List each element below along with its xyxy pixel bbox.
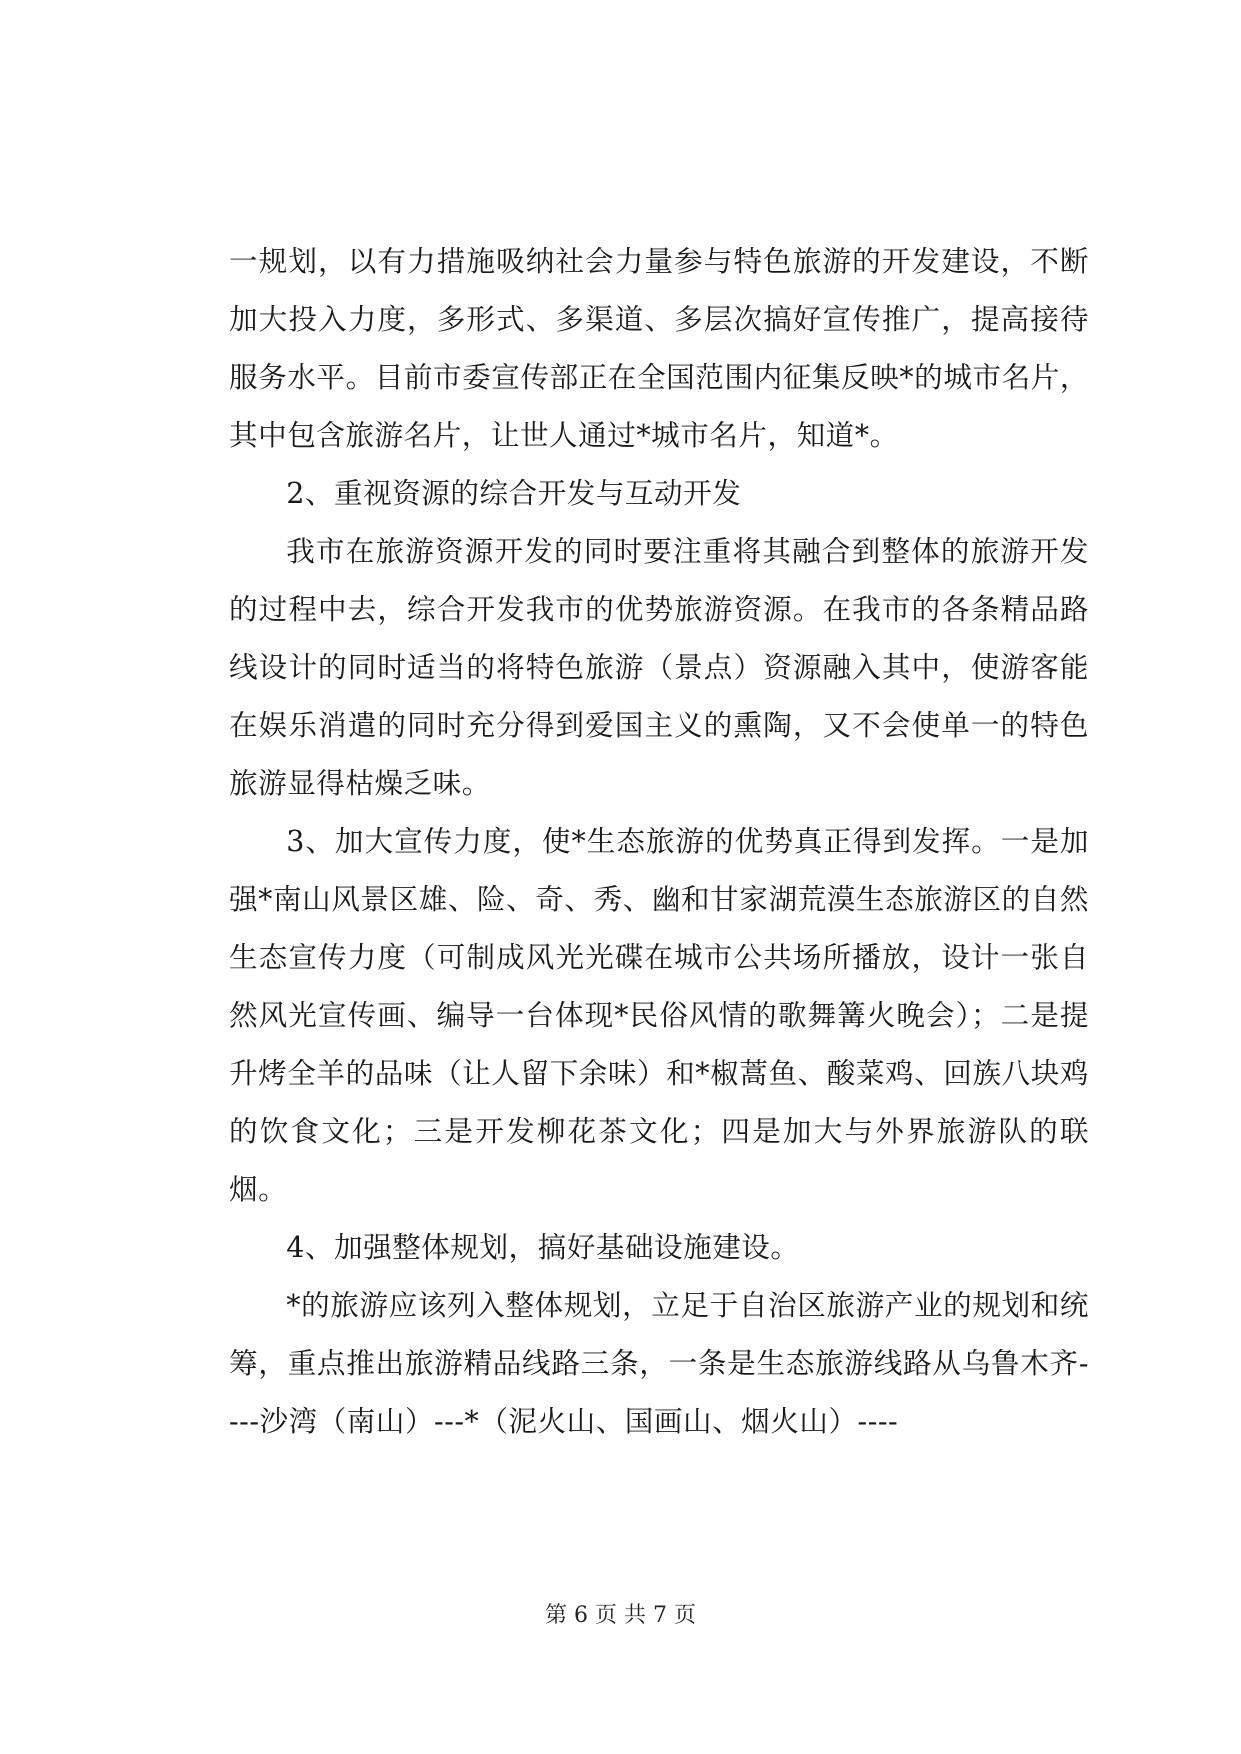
- document-body: [229, 232, 1089, 1450]
- page-footer: 第 6 页 共 7 页: [545, 1603, 696, 1628]
- paragraph-6: *的旅游应该列入整体规划，立足于自治区旅游产业的规划和统筹，重点推出旅游精品线路三条，一条是生态旅游线路从乌鲁木齐----沙湾（南山）---*（泥火山、国画山、烟火山）----: [229, 1288, 1089, 1438]
- paragraph-1: 一规划，以有力措施吸纳社会力量参与特色旅游的开发建设，不断加大投入力度，多形式、多渠道、多层次搞好宣传推广，提高接待服务水平。目前市委宣传部正在全国范围内征集反映*的城市名片，其中包含旅游名片，让世人通过*城市名片，知道*。: [229, 244, 1089, 452]
- heading-item-2: 2、重视资源的综合开发与互动开发: [286, 476, 742, 510]
- paragraph-4: 3、加大宣传力度，使*生态旅游的优势真正得到发挥。一是加强*南山风景区雄、险、奇、秀、幽和甘家湖荒漠生态旅游区的自然生态宣传力度（可制成风光光碟在城市公共场所播放，设计一张自然风光宣传画、编导一台体现*民俗风情的歌舞篝火晚会）；二是提升烤全羊的品味（让人留下余味）和*椒蒿鱼、酸菜鸡、回族八块鸡的饮食文化；三是开发柳花茶文化；四是加大与外界旅游队的联烟。: [229, 824, 1089, 1206]
- heading-item-4: 4、加强整体规划，搞好基础设施建设。: [286, 1230, 800, 1264]
- paragraph-3: 我市在旅游资源开发的同时要注重将其融合到整体的旅游开发的过程中去，综合开发我市的优势旅游资源。在我市的各条精品路线设计的同时适当的将特色旅游（景点）资源融入其中，使游客能在娱乐消遣的同时充分得到爱国主义的熏陶，又不会使单一的特色旅游显得枯燥乏味。: [229, 534, 1089, 800]
